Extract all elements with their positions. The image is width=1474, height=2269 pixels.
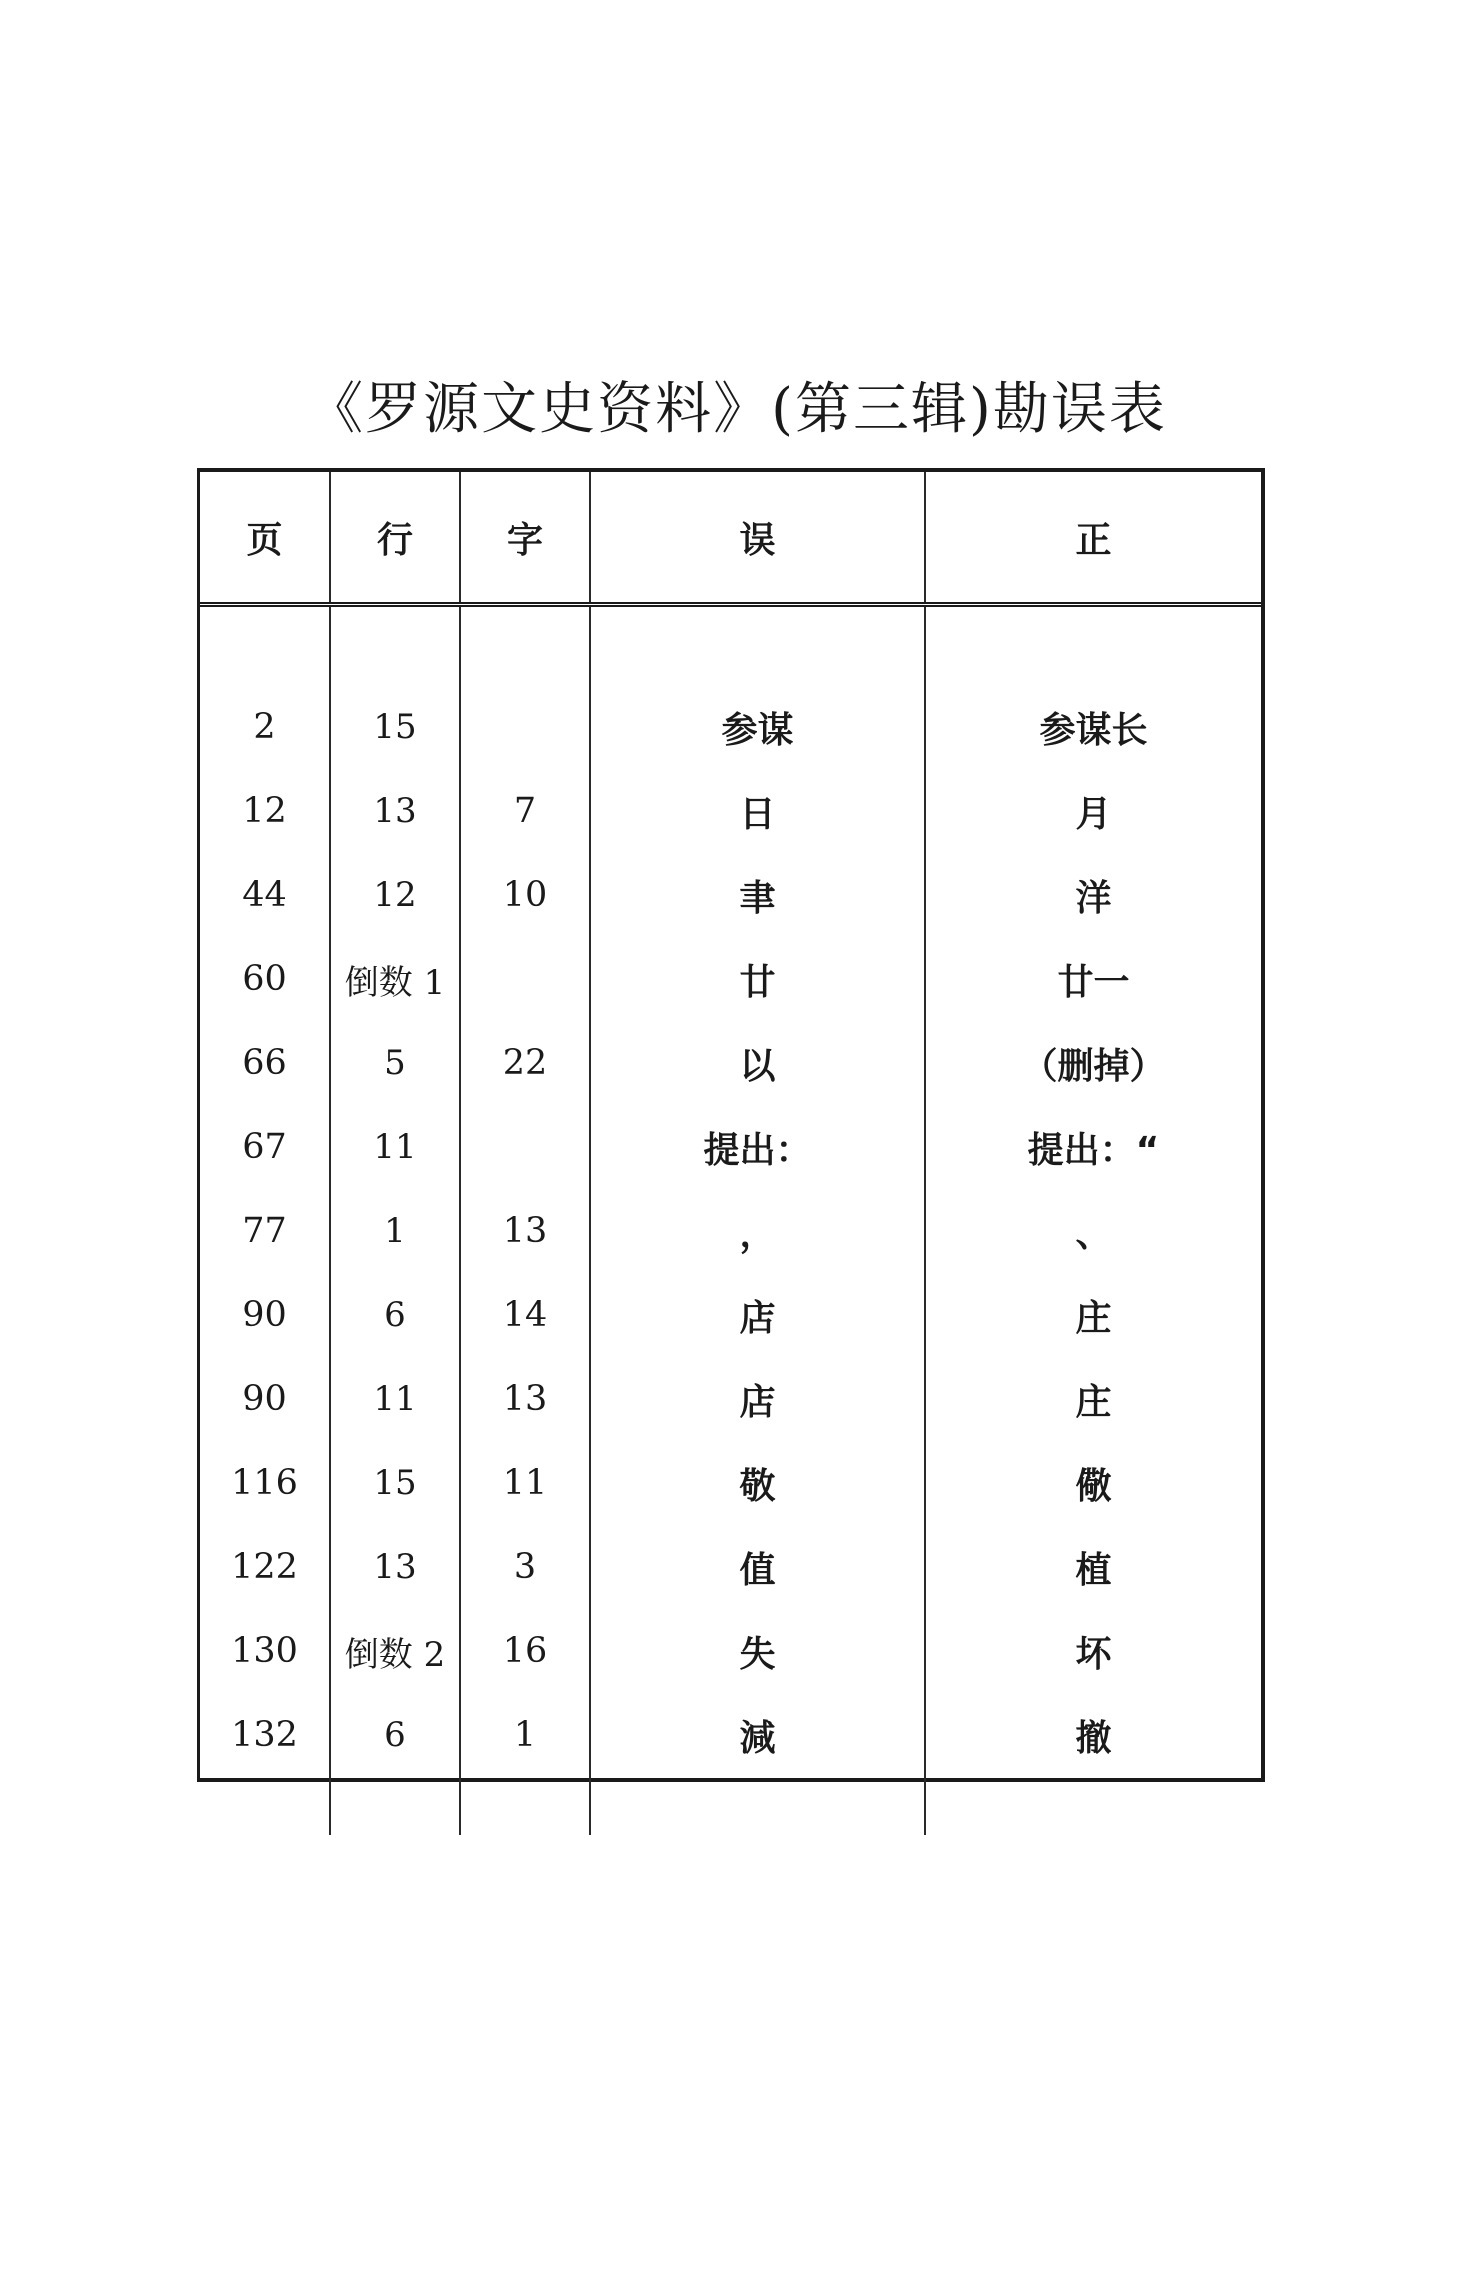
cell-page: 132 bbox=[200, 1693, 330, 1777]
cell-line: 11 bbox=[330, 1357, 460, 1441]
cell-error: 聿 bbox=[590, 853, 925, 937]
cell-line: 倒数 2 bbox=[330, 1609, 460, 1693]
cell-page: 90 bbox=[200, 1273, 330, 1357]
table-row bbox=[200, 1609, 1261, 1693]
cell-line: 5 bbox=[330, 1021, 460, 1105]
cell-page: 90 bbox=[200, 1357, 330, 1441]
table-row bbox=[200, 1357, 1261, 1441]
cell-line: 15 bbox=[330, 685, 460, 769]
cell-line: 15 bbox=[330, 1441, 460, 1525]
cell-page: 122 bbox=[200, 1525, 330, 1609]
cell-page: 2 bbox=[200, 685, 330, 769]
table-row bbox=[200, 1021, 1261, 1105]
cell-page: 67 bbox=[200, 1105, 330, 1189]
table-spacer bbox=[200, 605, 1261, 686]
cell-line: 13 bbox=[330, 769, 460, 853]
cell-page: 66 bbox=[200, 1021, 330, 1105]
cell-page: 130 bbox=[200, 1609, 330, 1693]
header-error: 误 bbox=[590, 472, 925, 605]
errata-table bbox=[197, 468, 1265, 1782]
table-row bbox=[200, 769, 1261, 853]
table-body bbox=[200, 605, 1261, 1836]
table-header-row bbox=[200, 472, 1261, 605]
errata-table-grid bbox=[200, 472, 1261, 1835]
cell-correct: 庄 bbox=[1075, 1297, 1112, 1339]
cell-error: 值 bbox=[590, 1525, 925, 1609]
cell-char: 13 bbox=[460, 1189, 590, 1273]
cell-char: 11 bbox=[460, 1441, 590, 1525]
cell-error: 提出： bbox=[590, 1105, 925, 1189]
header-char: 字 bbox=[460, 472, 590, 605]
cell-error: 失 bbox=[590, 1609, 925, 1693]
cell-correct: 儆 bbox=[1075, 1465, 1112, 1507]
page-title: 《罗源文史资料》(第三辑)勘误表 bbox=[307, 377, 1167, 442]
table-row bbox=[200, 853, 1261, 937]
cell-char bbox=[460, 1105, 590, 1189]
table-row bbox=[200, 1525, 1261, 1609]
cell-line: 12 bbox=[330, 853, 460, 937]
cell-line: 6 bbox=[330, 1273, 460, 1357]
cell-correct: 庄 bbox=[1075, 1381, 1112, 1423]
cell-correct: 廿一 bbox=[1057, 961, 1130, 1003]
cell-correct: 撤 bbox=[1075, 1717, 1112, 1759]
cell-error: 日 bbox=[590, 769, 925, 853]
cell-error: 敬 bbox=[590, 1441, 925, 1525]
cell-correct: 、 bbox=[1075, 1213, 1112, 1255]
cell-char: 10 bbox=[460, 853, 590, 937]
table-row bbox=[200, 937, 1261, 1021]
cell-page: 12 bbox=[200, 769, 330, 853]
cell-page: 116 bbox=[200, 1441, 330, 1525]
cell-line: 倒数 1 bbox=[330, 937, 460, 1021]
header-page: 页 bbox=[200, 472, 330, 605]
cell-char: 1 bbox=[460, 1693, 590, 1777]
cell-correct: 坏 bbox=[1075, 1633, 1112, 1675]
cell-line: 11 bbox=[330, 1105, 460, 1189]
header-line: 行 bbox=[330, 472, 460, 605]
table-row bbox=[200, 1105, 1261, 1189]
cell-line: 1 bbox=[330, 1189, 460, 1273]
cell-page: 77 bbox=[200, 1189, 330, 1273]
cell-line: 6 bbox=[330, 1693, 460, 1777]
cell-char bbox=[460, 685, 590, 769]
cell-char bbox=[460, 937, 590, 1021]
cell-error: ， bbox=[590, 1189, 925, 1273]
cell-error: 店 bbox=[590, 1357, 925, 1441]
cell-error: 参谋 bbox=[590, 685, 925, 769]
cell-correct: 洋 bbox=[1075, 877, 1112, 919]
cell-error: 店 bbox=[590, 1273, 925, 1357]
cell-correct: 月 bbox=[1075, 793, 1112, 835]
cell-char: 13 bbox=[460, 1357, 590, 1441]
cell-correct: 提出：“ bbox=[1027, 1129, 1160, 1171]
cell-error: 減 bbox=[590, 1693, 925, 1777]
header-correct: 正 bbox=[925, 472, 1261, 605]
cell-char: 14 bbox=[460, 1273, 590, 1357]
cell-char: 22 bbox=[460, 1021, 590, 1105]
cell-correct: 参谋长 bbox=[1039, 709, 1148, 751]
cell-error: 廿 bbox=[590, 937, 925, 1021]
cell-char: 3 bbox=[460, 1525, 590, 1609]
cell-correct: （删掉） bbox=[1021, 1045, 1166, 1087]
cell-correct: 植 bbox=[1075, 1549, 1112, 1591]
table-row bbox=[200, 1441, 1261, 1525]
table-row bbox=[200, 685, 1261, 769]
table-row bbox=[200, 1693, 1261, 1777]
table-row bbox=[200, 1189, 1261, 1273]
cell-line: 13 bbox=[330, 1525, 460, 1609]
cell-page: 60 bbox=[200, 937, 330, 1021]
cell-char: 16 bbox=[460, 1609, 590, 1693]
cell-error: 以 bbox=[590, 1021, 925, 1105]
cell-page: 44 bbox=[200, 853, 330, 937]
table-row bbox=[200, 1273, 1261, 1357]
table-spacer bbox=[200, 1777, 1261, 1835]
cell-char: 7 bbox=[460, 769, 590, 853]
